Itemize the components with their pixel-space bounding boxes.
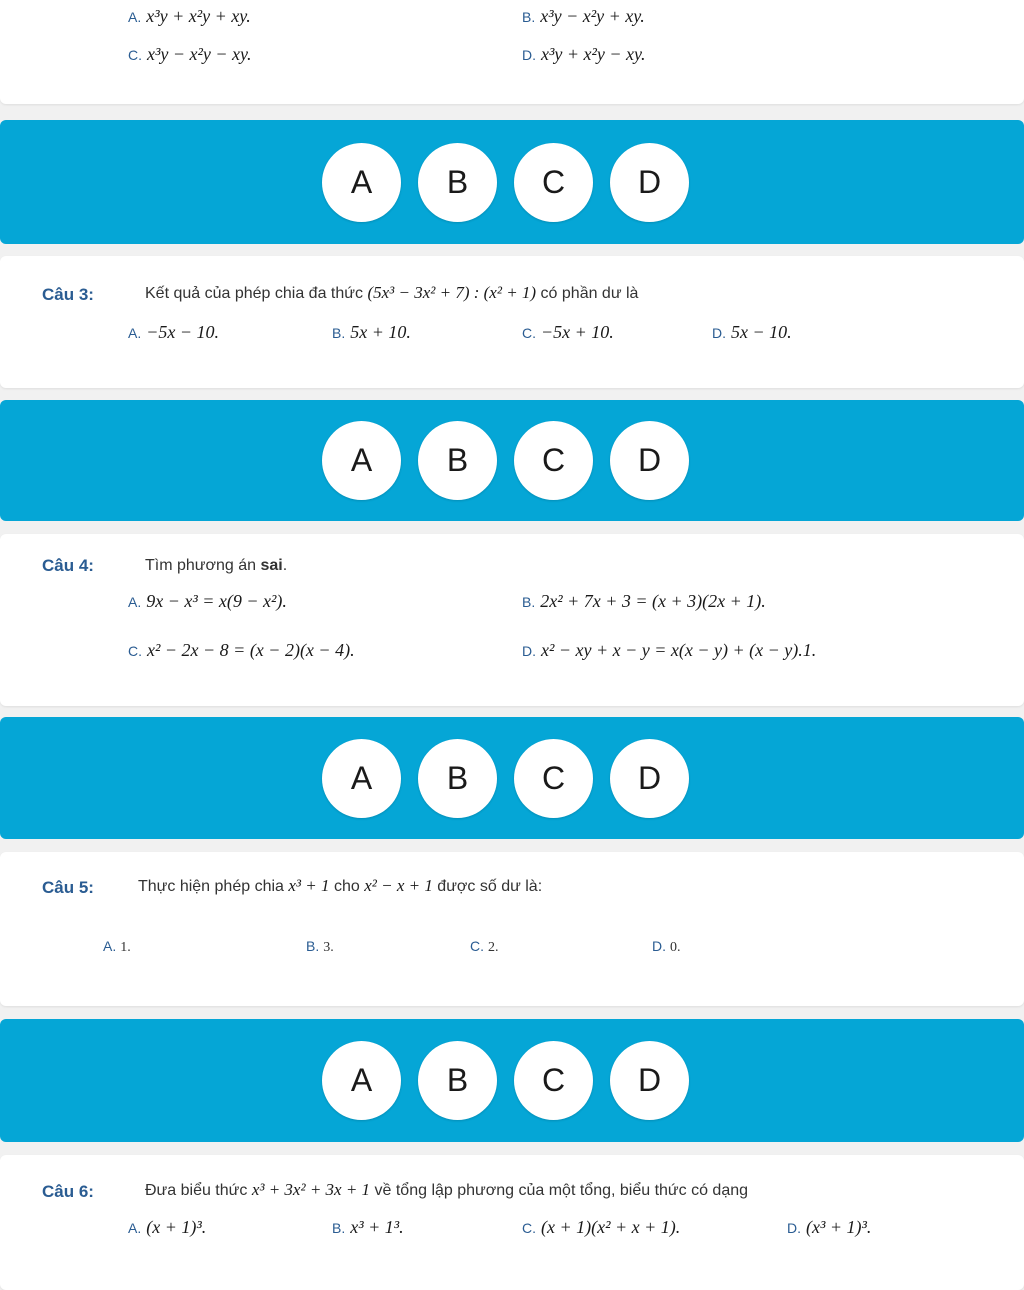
question-number: Câu 6: (42, 1182, 94, 1201)
question-card-6 (0, 1155, 1024, 1290)
option-b (332, 1217, 404, 1238)
option-d-expression: x³y + x²y − xy. (541, 44, 646, 64)
answer-b-button[interactable]: B (418, 143, 497, 222)
answer-d-button[interactable]: D (610, 1041, 689, 1120)
answer-c-button[interactable]: C (514, 421, 593, 500)
option-c-label: C. (128, 47, 142, 63)
option-d-expression: (x³ + 1)³. (806, 1217, 872, 1237)
question-expression: x³ + 3x² + 3x + 1 (251, 1180, 371, 1199)
question-emphasis: sai (260, 557, 283, 574)
option-d-label: D. (652, 938, 666, 954)
option-a (128, 6, 251, 27)
option-c-label: C. (522, 325, 536, 341)
question-suffix: có phần dư là (540, 285, 639, 302)
option-c-label: C. (128, 643, 142, 659)
option-c (128, 640, 355, 661)
option-d (652, 936, 681, 956)
option-b-label: B. (306, 938, 320, 954)
option-b-label: B. (522, 9, 536, 25)
answer-band-2 (0, 120, 1024, 244)
question-divisor: x² − x + 1 (364, 876, 433, 895)
question-text (145, 557, 287, 575)
option-c (470, 936, 499, 956)
option-d-expression: x² − xy + x − y = x(x − y) + (x − y).1. (541, 640, 817, 660)
option-d (787, 1217, 871, 1238)
option-c-value: 2. (488, 940, 499, 955)
option-b-value: 3. (323, 940, 334, 955)
question-number: Câu 5: (42, 878, 94, 897)
question-number: Câu 4: (42, 556, 94, 575)
question-text (145, 1180, 748, 1200)
option-b-label: B. (332, 325, 346, 341)
option-c-expression: x³y − x²y − xy. (147, 44, 252, 64)
answer-buttons (322, 400, 689, 521)
question-card-4 (0, 534, 1024, 706)
option-a (128, 591, 287, 612)
question-end: được số dư là: (437, 878, 543, 895)
question-card-5 (0, 852, 1024, 1006)
answer-b-button[interactable]: B (418, 421, 497, 500)
answer-buttons (322, 717, 689, 839)
option-a (128, 322, 219, 343)
option-d-expression: 5x − 10. (731, 322, 792, 342)
option-d (712, 322, 792, 343)
answer-d-button[interactable]: D (610, 739, 689, 818)
question-expression: (5x³ − 3x² + 7) : (x² + 1) (367, 283, 537, 302)
option-a-label: A. (103, 938, 117, 954)
option-c (522, 322, 614, 343)
answer-c-button[interactable]: C (514, 739, 593, 818)
question-card-2 (0, 0, 1024, 104)
answer-band-5 (0, 1019, 1024, 1142)
question-card-3 (0, 256, 1024, 388)
answer-d-button[interactable]: D (610, 421, 689, 500)
option-d-label: D. (787, 1220, 801, 1236)
question-prompt: Thực hiện phép chia (138, 878, 284, 895)
option-a-value: 1. (120, 940, 131, 955)
question-end: về tổng lập phương của một tổng, biểu thức có dạng (374, 1182, 749, 1199)
answer-a-button[interactable]: A (322, 1041, 401, 1120)
answer-a-button[interactable]: A (322, 421, 401, 500)
option-c (128, 44, 252, 65)
option-b (332, 322, 411, 343)
answer-buttons (322, 120, 689, 244)
option-c (522, 1217, 680, 1238)
option-b (522, 591, 766, 612)
answer-band-3 (0, 400, 1024, 521)
question-dividend: x³ + 1 (288, 876, 330, 895)
question-prompt: Kết quả của phép chia đa thức (145, 285, 363, 302)
answer-c-button[interactable]: C (514, 143, 593, 222)
question-text (138, 876, 542, 896)
question-text (145, 283, 638, 303)
option-d-value: 0. (670, 940, 681, 955)
option-a (128, 1217, 206, 1238)
question-end: . (282, 557, 288, 574)
option-a-label: A. (128, 9, 142, 25)
option-d (522, 44, 646, 65)
option-a-label: A. (128, 325, 142, 341)
option-a-label: A. (128, 1220, 142, 1236)
option-c-label: C. (470, 938, 484, 954)
question-prompt: Đưa biểu thức (145, 1182, 248, 1199)
option-a-label: A. (128, 594, 142, 610)
answer-a-button[interactable]: A (322, 143, 401, 222)
option-d-label: D. (522, 643, 536, 659)
answer-band-4 (0, 717, 1024, 839)
option-b-expression: x³y − x²y + xy. (540, 6, 645, 26)
option-a-expression: x³y + x²y + xy. (146, 6, 251, 26)
answer-buttons (322, 1019, 689, 1142)
option-c-expression: (x + 1)(x² + x + 1). (541, 1217, 681, 1237)
option-a (103, 936, 131, 956)
answer-c-button[interactable]: C (514, 1041, 593, 1120)
option-b (522, 6, 645, 27)
option-b-expression: 5x + 10. (350, 322, 411, 342)
option-b (306, 936, 334, 956)
question-number: Câu 3: (42, 285, 94, 304)
question-connector: cho (333, 878, 360, 895)
option-a-expression: (x + 1)³. (146, 1217, 207, 1237)
option-c-label: C. (522, 1220, 536, 1236)
answer-b-button[interactable]: B (418, 739, 497, 818)
option-c-expression: −5x + 10. (541, 322, 614, 342)
option-b-label: B. (522, 594, 536, 610)
option-d (522, 640, 816, 661)
option-d-label: D. (522, 47, 536, 63)
option-a-expression: 9x − x³ = x(9 − x²). (146, 591, 287, 611)
option-a-expression: −5x − 10. (146, 322, 220, 342)
option-b-label: B. (332, 1220, 346, 1236)
option-b-expression: 2x² + 7x + 3 = (x + 3)(2x + 1). (540, 591, 766, 611)
option-d-label: D. (712, 325, 726, 341)
answer-b-button[interactable]: B (418, 1041, 497, 1120)
answer-a-button[interactable]: A (322, 739, 401, 818)
option-b-expression: x³ + 1³. (350, 1217, 404, 1237)
question-prompt: Tìm phương án (145, 557, 257, 574)
answer-d-button[interactable]: D (610, 143, 689, 222)
option-c-expression: x² − 2x − 8 = (x − 2)(x − 4). (147, 640, 355, 660)
